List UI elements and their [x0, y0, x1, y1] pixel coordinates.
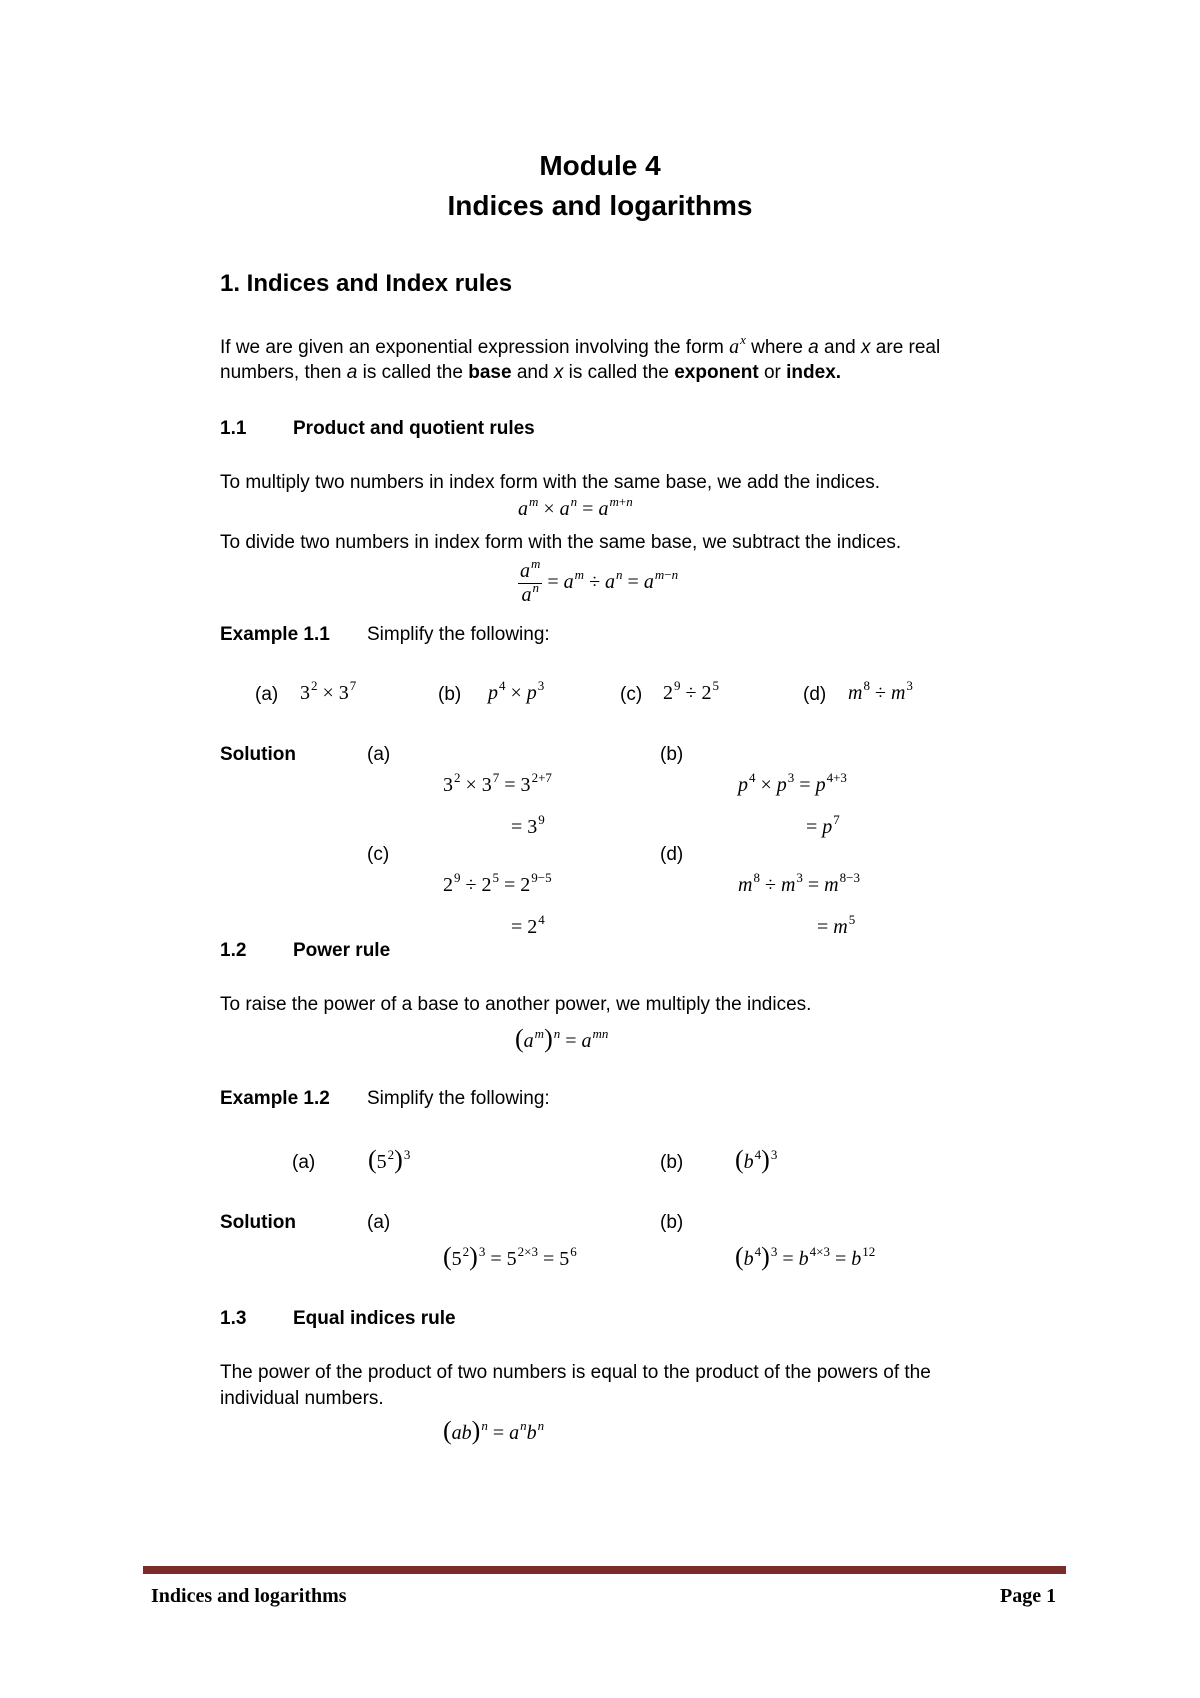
example-expression: $(5^2)^3$ — [368, 1145, 411, 1174]
subsection-heading: Equal indices rule — [293, 1308, 456, 1329]
subsection-number: 1.2 — [220, 940, 247, 961]
solution-part-label: (a) — [367, 1212, 391, 1233]
example-part-label: (c) — [620, 684, 643, 705]
solution-step: = $3^9$ — [511, 812, 545, 838]
example-expression: $3^2 \times 3^7$ — [300, 678, 357, 704]
product-rule-formula: $a^m \times a^n = a^{m+n}$ — [518, 494, 633, 520]
solution-step: = $2^4$ — [511, 912, 545, 938]
example-expression: $(b^4)^3$ — [735, 1145, 778, 1174]
example-part-label: (a) — [255, 684, 279, 705]
module-title: Module 4 — [539, 150, 661, 181]
quotient-rule-formula: $\frac{a^m}{a^n}$ = $a^m \div a^n = a^{m-n}$ — [520, 556, 679, 606]
solution-step: = $p^7$ — [806, 812, 840, 838]
equal-indices-formula: $(ab)^n = a^nb^n$ — [443, 1416, 545, 1445]
solution-step: $2^9 \div 2^5 = 2^{9-5}$ — [443, 870, 552, 896]
solution-label: Solution — [220, 744, 296, 765]
footer-title: Indices and logarithms — [151, 1585, 347, 1607]
intro-line-2: numbers, then a is called the base and x is called the exponent or index. — [220, 362, 842, 383]
example-expression: $m^8 \div m^3$ — [848, 678, 913, 704]
example-part-label: (b) — [660, 1152, 684, 1173]
equal-indices-text-2: individual numbers. — [220, 1388, 384, 1409]
solution-part-label: (c) — [367, 844, 390, 865]
power-rule-formula: $(a^m)^n = a^{mn}$ — [515, 1024, 609, 1053]
subsection-heading: Power rule — [293, 940, 391, 961]
example-prompt: Simplify the following: — [367, 1088, 550, 1109]
page-title: Indices and logarithms — [447, 190, 753, 221]
example-part-label: (d) — [803, 684, 827, 705]
example-part-label: (a) — [292, 1152, 316, 1173]
solution-step: $(b^4)^3 = b^{4\times 3} = b^{12}$ — [735, 1242, 876, 1271]
solution-part-label: (d) — [660, 844, 684, 865]
solution-step: $(5^2)^3 = 5^{2\times 3} = 5^6$ — [443, 1242, 577, 1271]
footer-rule — [143, 1566, 1066, 1574]
example-part-label: (b) — [438, 684, 462, 705]
page-number: Page 1 — [1000, 1585, 1057, 1607]
solution-step: $p^4 \times p^3 = p^{4+3}$ — [738, 770, 847, 796]
example-label: Example 1.1 — [220, 624, 330, 645]
solution-part-label: (a) — [367, 744, 391, 765]
solution-part-label: (b) — [660, 744, 684, 765]
multiply-rule-text: To multiply two numbers in index form with the same base, we add the indices. — [220, 472, 881, 493]
power-rule-text: To raise the power of a base to another power, we multiply the indices. — [220, 994, 812, 1015]
divide-rule-text: To divide two numbers in index form with the same base, we subtract the indices. — [220, 532, 902, 553]
solution-part-label: (b) — [660, 1212, 684, 1233]
example-expression: $p^4 \times p^3$ — [488, 678, 545, 704]
equal-indices-text-1: The power of the product of two numbers is equal to the product of the powers of the — [220, 1362, 931, 1383]
example-prompt: Simplify the following: — [367, 624, 550, 645]
subsection-number: 1.1 — [220, 418, 247, 439]
section-heading: 1. Indices and Index rules — [220, 270, 513, 297]
example-expression: $2^9 \div 2^5$ — [663, 678, 719, 704]
solution-label: Solution — [220, 1212, 296, 1233]
solution-step: $3^2 \times 3^7 = 3^{2+7}$ — [443, 770, 552, 796]
subsection-number: 1.3 — [220, 1308, 247, 1329]
intro-line-1: If we are given an exponential expression involving the form $a^x$ where a and x are real — [220, 332, 941, 358]
subsection-heading: Product and quotient rules — [293, 418, 535, 439]
solution-step: $m^8 \div m^3 = m^{8-3}$ — [738, 870, 860, 896]
solution-step: = $m^5$ — [817, 912, 856, 938]
example-label: Example 1.2 — [220, 1088, 330, 1109]
